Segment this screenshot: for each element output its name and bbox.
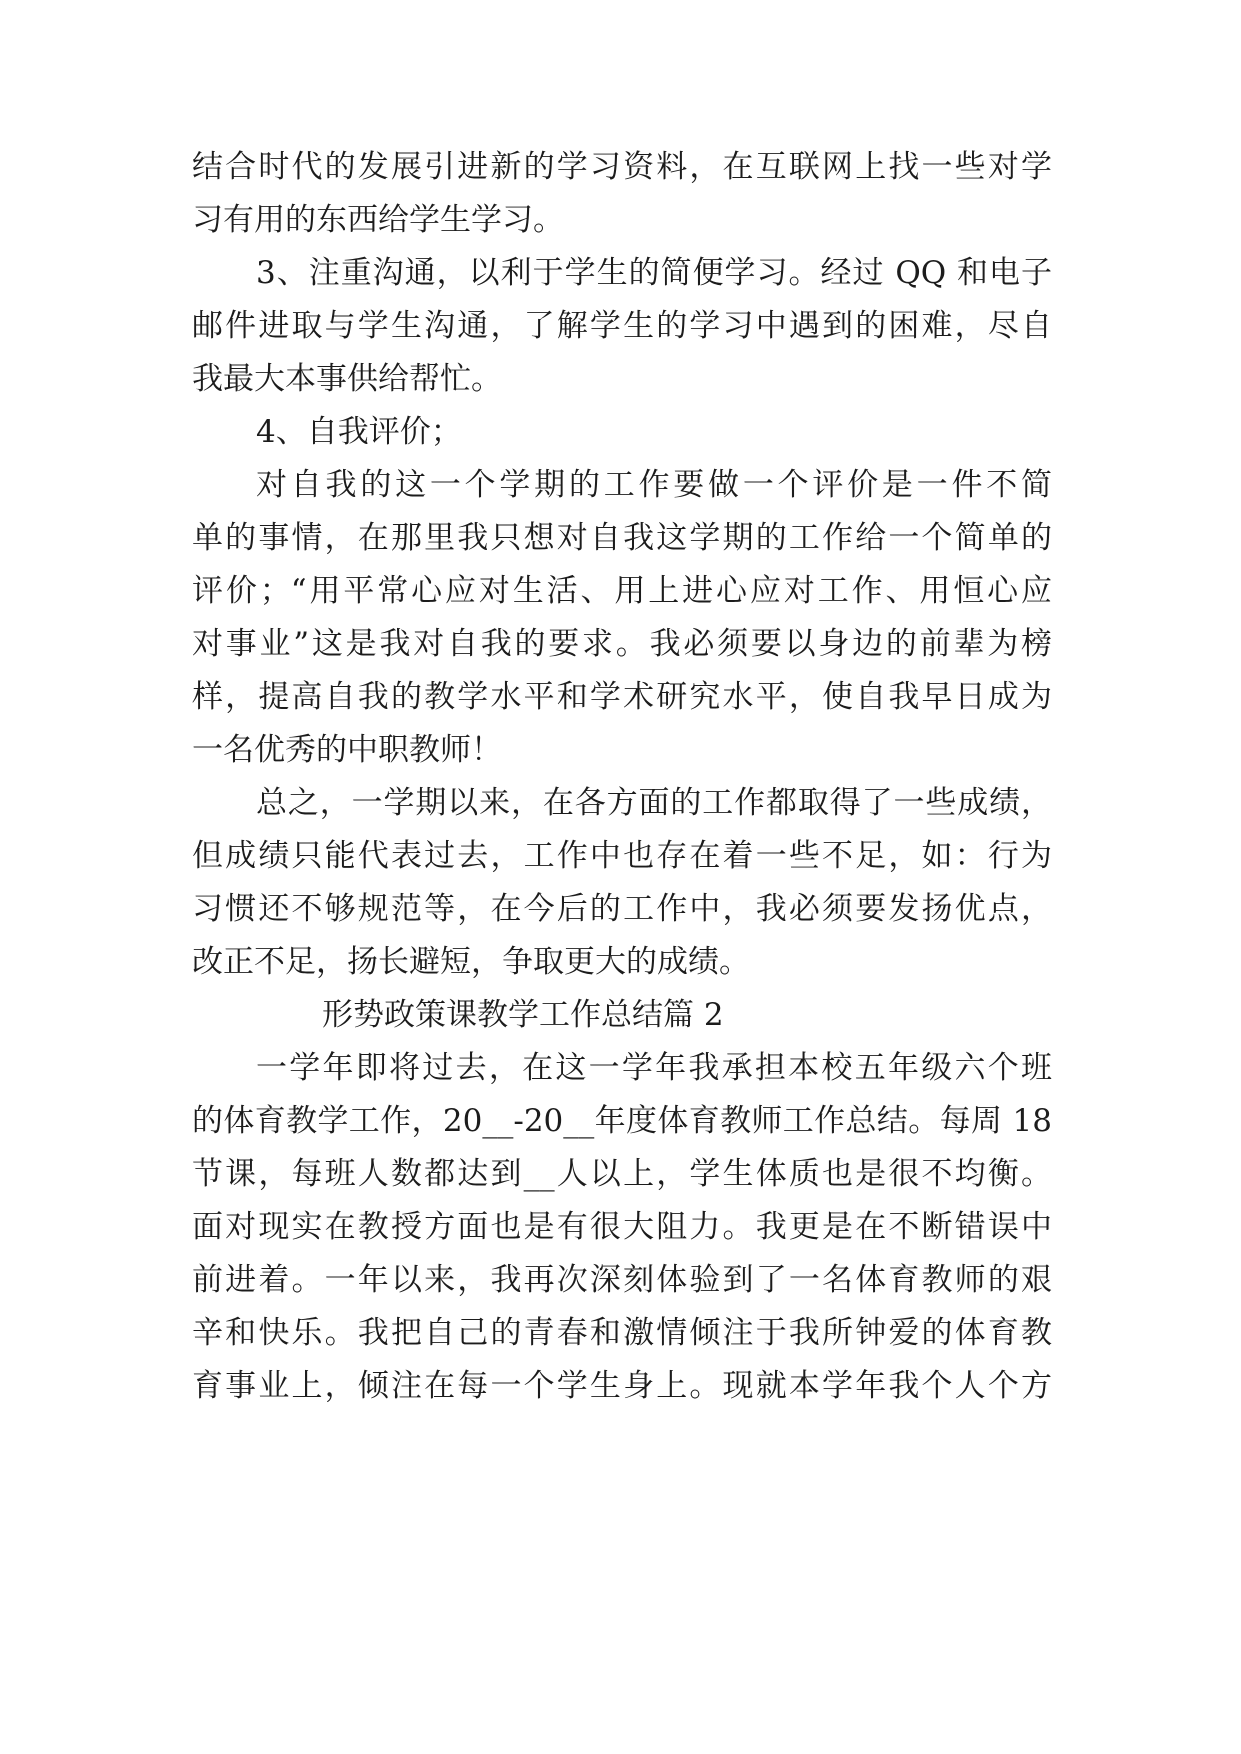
section-heading: 形势政策课教学工作总结篇 2 [322, 997, 724, 1033]
text-line: 对事业”这是我对自我的要求。我必须要以身边的前辈为榜 [192, 626, 1052, 662]
text-line: 对自我的这一个学期的工作要做一个评价是一件不简 [256, 467, 1052, 503]
text-line: 的体育教学工作，20__-20__年度体育教师工作总结。每周 18 [192, 1103, 1052, 1139]
text-line: 节课，每班人数都达到__人以上，学生体质也是很不均衡。 [192, 1156, 1052, 1192]
text-line: 习有用的东西给学生学习。 [192, 202, 564, 238]
text-line: 4、自我评价； [256, 414, 462, 450]
text-line: 习惯还不够规范等，在今后的工作中，我必须要发扬优点， [192, 891, 1052, 927]
text-line: 结合时代的发展引进新的学习资料，在互联网上找一些对学 [192, 149, 1052, 185]
text-line: 改正不足，扬长避短，争取更大的成绩。 [192, 944, 750, 980]
text-line: 邮件进取与学生沟通，了解学生的学习中遇到的困难，尽自 [192, 308, 1052, 344]
text-line: 单的事情，在那里我只想对自我这学期的工作给一个简单的 [192, 520, 1052, 556]
text-line: 总之，一学期以来，在各方面的工作都取得了一些成绩， [256, 785, 1052, 821]
text-line: 前进着。一年以来，我再次深刻体验到了一名体育教师的艰 [192, 1262, 1052, 1298]
text-line: 3、注重沟通，以利于学生的简便学习。经过 QQ 和电子 [256, 255, 1052, 291]
text-line: 面对现实在教授方面也是有很大阻力。我更是在不断错误中 [192, 1209, 1052, 1245]
text-line: 一学年即将过去，在这一学年我承担本校五年级六个班 [256, 1050, 1052, 1086]
text-line: 一名优秀的中职教师！ [192, 732, 502, 768]
text-line: 辛和快乐。我把自己的青春和激情倾注于我所钟爱的体育教 [192, 1315, 1052, 1351]
text-line: 样，提高自我的教学水平和学术研究水平，使自我早日成为 [192, 679, 1052, 715]
text-line: 我最大本事供给帮忙。 [192, 361, 502, 397]
text-line: 但成绩只能代表过去，工作中也存在着一些不足，如：行为 [192, 838, 1052, 874]
text-line: 育事业上，倾注在每一个学生身上。现就本学年我个人个方 [192, 1368, 1052, 1404]
text-line: 评价；“用平常心应对生活、用上进心应对工作、用恒心应 [192, 573, 1052, 609]
